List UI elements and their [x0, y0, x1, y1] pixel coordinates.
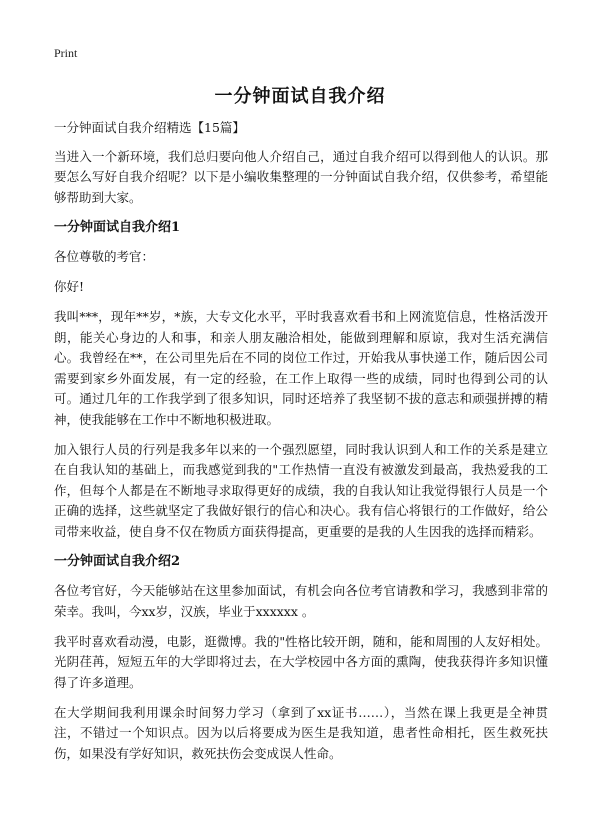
article-body: [54, 118, 548, 774]
paragraph: 各位考官好，今天能够站在这里参加面试，有机会向各位考官请教和学习，我感到非常的荣幸。我叫，今xx岁，汉族，毕业于xxxxxx 。: [54, 583, 548, 619]
page-title: 一分钟面试自我介绍: [214, 86, 386, 107]
intro-paragraph: 当进入一个新环境，我们总归要向他人介绍自己，通过自我介绍可以得到他人的认识。那要怎么写好自我介绍呢？以下是小编收集整理的一分钟面试自我介绍，仅供参考，希望能够帮助到大家。: [54, 148, 548, 205]
paragraph: 我叫***，现年**岁，*族，大专文化水平，平时我喜欢看书和上网流览信息，性格活泼开朗，能关心身边的人和事，和亲人朋友融洽相处，能做到理解和原谅，我对生活充满信心。我曾经在**，在公司里先后在不同的岗位工作过，开始我从事快递工作，随后因公司需要到家乡外面发展，有一定的经验，在工作上取得一些的成绩，同时也得到公司的认可。通过几年的工作我学到了很多知识，同时还培养了我坚韧不拔的意志和顽强拼搏的精神，使我能够在工作中不断地积极进取。: [54, 309, 548, 427]
paragraph: 各位尊敬的考官：: [54, 249, 155, 264]
paragraph: 我平时喜欢看动漫，电影，逛微博。我的"性格比较开朗，随和，能和周围的人友好相处。光阴荏苒，短短五年的大学即将过去，在大学校园中各方面的熏陶，使我获得许多知识懂得了许多道理。: [54, 633, 548, 690]
paragraph: 你好!: [54, 279, 85, 294]
print-link[interactable]: Print: [54, 46, 78, 60]
section-heading-1: 一分钟面试自我介绍1: [54, 219, 181, 235]
article-subtitle: 一分钟面试自我介绍精选【15篇】: [54, 120, 245, 135]
section-heading-2: 一分钟面试自我介绍2: [54, 553, 181, 569]
paragraph: 加入银行人员的行列是我多年以来的一个强烈愿望，同时我认识到人和工作的关系是建立在自我认知的基础上，而我感觉到我的"工作热情一直没有被激发到最高，我热爱我的工作，但每个人都是在不断地寻求取得更好的成绩，我的自我认知让我觉得银行人员是一个正确的选择，这些就坚定了我做好银行的信心和决心。我有信心将银行的工作做好，给公司带来收益，使自身不仅在物质方面获得提高，更重要的是我的人生因我的选择而精彩。: [54, 441, 548, 539]
paragraph: 在大学期间我利用课余时间努力学习（拿到了xx证书……），当然在课上我更是全神贯注，不错过一个知识点。因为以后将要成为医生是我知道，患者性命相托，医生救死扶伤，如果没有学好知识，救死扶伤会变成误人性命。: [54, 704, 548, 761]
